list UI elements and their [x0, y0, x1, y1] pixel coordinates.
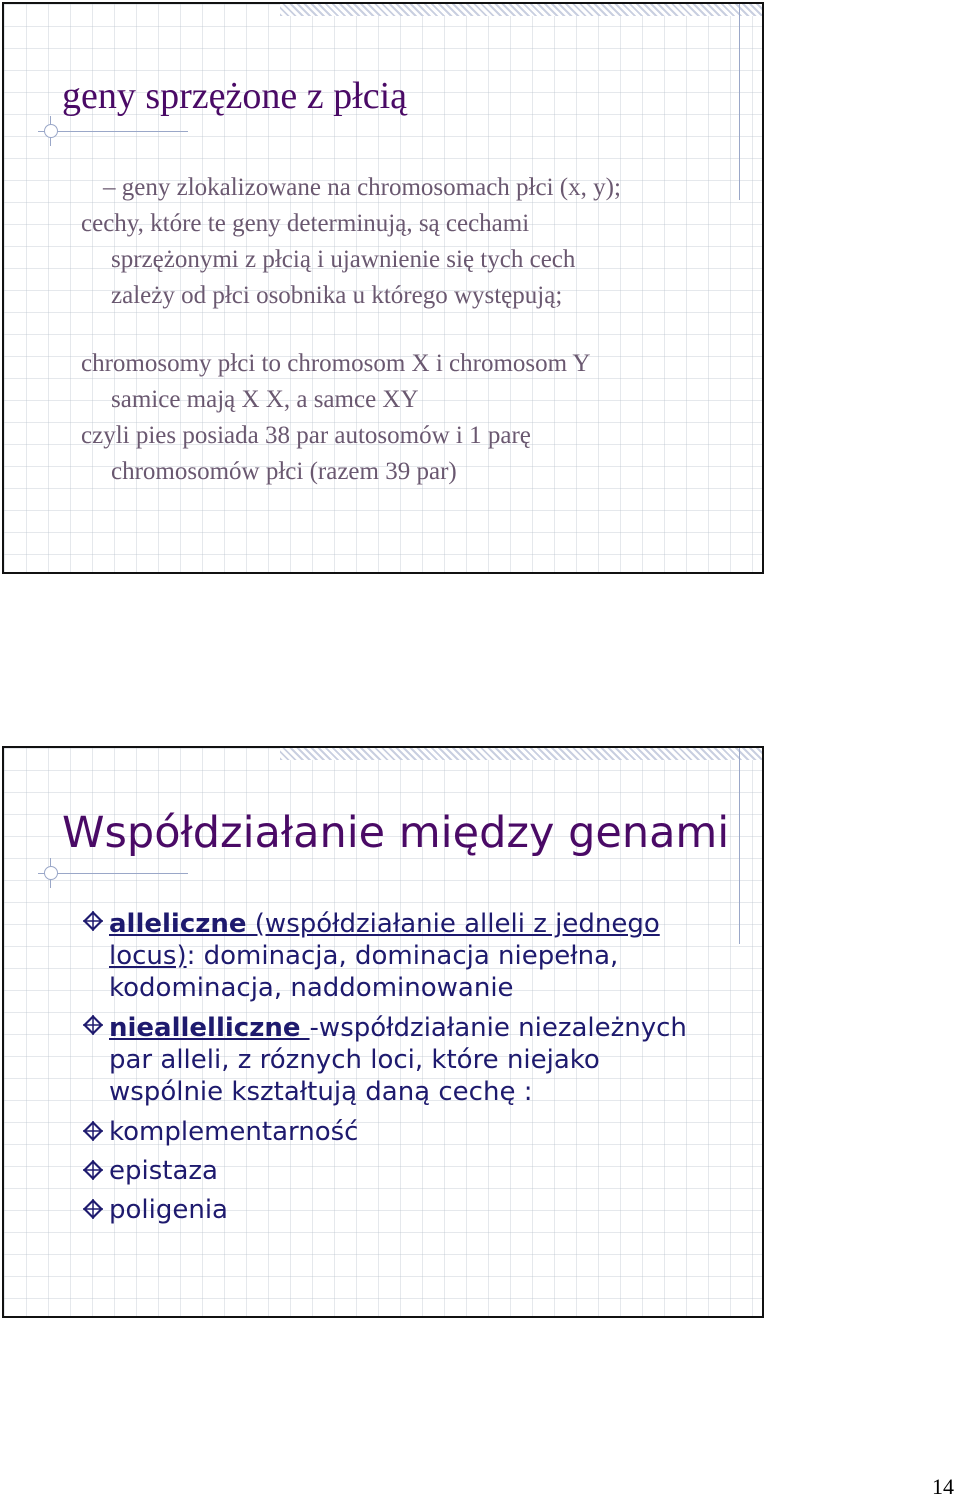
bullet-1-line-1	[109, 908, 660, 940]
text-line: cechy, które te geny determinują, są cechami	[81, 210, 530, 237]
bullet-1-line-2	[109, 940, 618, 972]
text-line: sprzężonymi z płcią i ujawnienie się tych cech	[111, 246, 576, 273]
text-line: zależy od płci osobnika u którego występują;	[111, 282, 563, 309]
bullet-2-line-1	[109, 1012, 687, 1044]
text-line: – geny zlokalizowane na chromosomach płci (x, y);	[103, 174, 621, 201]
bullet-1-line-3: kodominacja, naddominowanie	[109, 973, 514, 1003]
decorative-band	[280, 748, 762, 760]
diamond-bullet-icon	[82, 1120, 104, 1142]
term-nieallelliczne: nieallelliczne	[109, 1013, 310, 1043]
bullet-3: komplementarność	[109, 1117, 359, 1147]
diamond-bullet-icon	[82, 910, 104, 932]
decorative-horizontal-line	[38, 131, 188, 132]
bullet-2-text: -współdziałanie niezależnych	[309, 1013, 687, 1043]
bullet-4: epistaza	[109, 1156, 218, 1186]
bullet-1-text: (współdziałanie alleli z jednego	[246, 909, 660, 939]
slide-2-title: Współdziałanie między genami	[62, 808, 730, 858]
bullet-1-text: : dominacja, dominacja niepełna,	[186, 941, 619, 971]
decorative-circle	[44, 124, 58, 138]
decorative-band	[280, 4, 762, 16]
term-alleliczne: alleliczne	[109, 909, 247, 939]
slide-2	[2, 746, 764, 1318]
decorative-circle	[44, 866, 58, 880]
decorative-vertical-line	[739, 4, 740, 200]
bullet-2-line-3: wspólnie kształtują daną cechę :	[109, 1077, 533, 1107]
bullet-1-underlined: locus)	[109, 941, 187, 971]
page-number: 14	[932, 1474, 954, 1499]
slide-1	[2, 2, 764, 574]
diamond-bullet-icon	[82, 1159, 104, 1181]
diamond-bullet-icon	[82, 1014, 104, 1036]
slide-1-title: geny sprzężone z płcią	[62, 75, 407, 117]
text-line: chromosomów płci (razem 39 par)	[111, 458, 457, 485]
diamond-bullet-icon	[82, 1198, 104, 1220]
text-line: samice mają X X, a samce XY	[111, 386, 419, 413]
decorative-vertical-line	[739, 748, 740, 944]
bullet-5: poligenia	[109, 1195, 228, 1225]
bullet-2-line-2: par alleli, z róznych loci, które niejako	[109, 1045, 600, 1075]
text-line: czyli pies posiada 38 par autosomów i 1 parę	[81, 422, 531, 449]
text-line: chromosomy płci to chromosom X i chromosom Y	[81, 350, 591, 377]
decorative-horizontal-line	[38, 873, 188, 874]
